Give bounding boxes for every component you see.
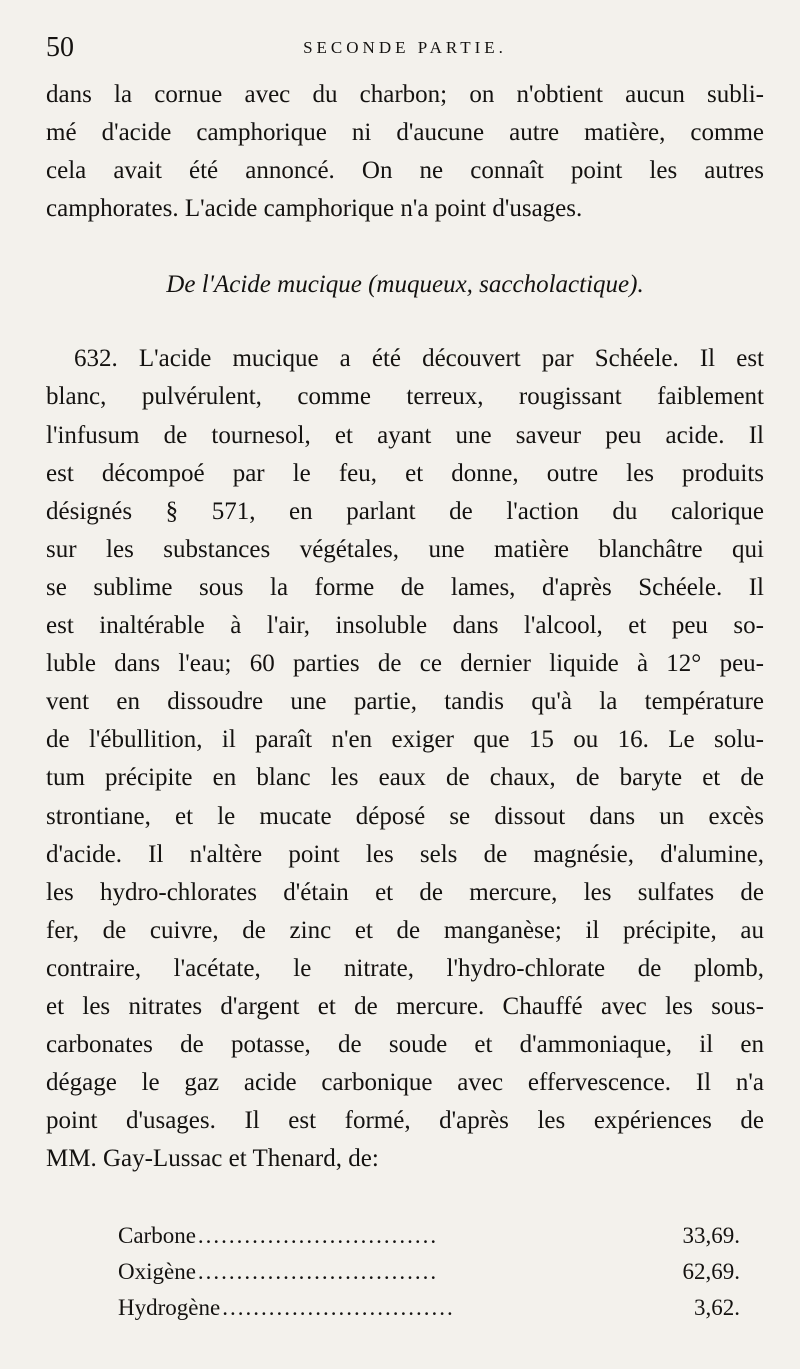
text-line: vent en dissoudre une partie, tandis qu'à la température — [46, 688, 764, 716]
main-paragraph — [46, 340, 764, 1178]
composition-table — [46, 1218, 764, 1326]
text-line: est inaltérable à l'air, insoluble dans l'alcool, et peu so- — [46, 612, 764, 640]
text-line: se sublime sous la forme de lames, d'après Schéele. Il — [46, 573, 764, 601]
text-line: luble dans l'eau; 60 parties de ce dernier liquide à 12° peu- — [46, 650, 764, 678]
text-line: 632. L'acide mucique a été découvert par Schéele. Il est — [74, 345, 764, 373]
dot-leader: .............................. — [222, 1295, 455, 1321]
text-line: contraire, l'acétate, le nitrate, l'hydro-chlorate de plomb, — [46, 954, 764, 982]
text-line: sur les substances végétales, une matière blanchâtre qui — [46, 535, 764, 563]
text-line: camphorates. L'acide camphorique n'a point d'usages. — [46, 195, 583, 223]
text-line: cela avait été annoncé. On ne connaît point les autres — [46, 157, 764, 185]
element-name: Hydrogène — [118, 1295, 221, 1321]
element-value: 3,62. — [694, 1295, 740, 1321]
text-line: et les nitrates d'argent et de mercure. Chauffé avec les sous- — [46, 992, 764, 1020]
dot-leader: ............................... — [197, 1223, 439, 1249]
page-number: 50 — [46, 32, 74, 63]
page-header — [46, 32, 764, 76]
text-line: tum précipite en blanc les eaux de chaux, de baryte et de — [46, 764, 764, 792]
text-line: carbonates de potasse, de soude et d'ammoniaque, il en — [46, 1031, 764, 1059]
text-line: MM. Gay-Lussac et Thenard, de: — [46, 1145, 379, 1173]
section-title: De l'Acide mucique (muqueux, saccholactique). — [166, 271, 644, 299]
element-name: Carbone — [118, 1223, 196, 1249]
text-line: est décompoé par le feu, et donne, outre les produits — [46, 459, 764, 487]
text-line: fer, de cuivre, de zinc et de manganèse; il précipite, au — [46, 916, 764, 944]
text-line: dégage le gaz acide carbonique avec effervescence. Il n'a — [46, 1069, 764, 1097]
dot-leader: ............................... — [197, 1259, 439, 1285]
text-line: d'acide. Il n'altère point les sels de magnésie, d'alumine, — [46, 840, 764, 868]
composition-row — [118, 1254, 740, 1290]
text-line: blanc, pulvérulent, comme terreux, rougissant faiblement — [46, 383, 764, 411]
text-line: désignés § 571, en parlant de l'action du calorique — [46, 497, 764, 525]
text-line: dans la cornue avec du charbon; on n'obtient aucun subli- — [46, 81, 764, 108]
element-value: 33,69. — [682, 1223, 740, 1249]
text-line: point d'usages. Il est formé, d'après les expériences de — [46, 1107, 764, 1135]
text-line: de l'ébullition, il paraît n'en exiger que 15 ou 16. Le solu- — [46, 726, 764, 754]
element-value: 62,69. — [682, 1259, 740, 1285]
text-line: strontiane, et le mucate déposé se dissout dans un excès — [46, 802, 764, 830]
text-line: les hydro-chlorates d'étain et de mercure, les sulfates de — [46, 878, 764, 906]
text-line: mé d'acide camphorique ni d'aucune autre matière, comme — [46, 119, 764, 147]
intro-text — [46, 76, 764, 228]
composition-row — [118, 1218, 740, 1254]
running-head: SECONDE PARTIE. — [303, 38, 507, 57]
text-line: l'infusum de tournesol, et ayant une saveur peu acide. Il — [46, 421, 764, 449]
element-name: Oxigène — [118, 1259, 196, 1285]
composition-row — [118, 1290, 740, 1326]
